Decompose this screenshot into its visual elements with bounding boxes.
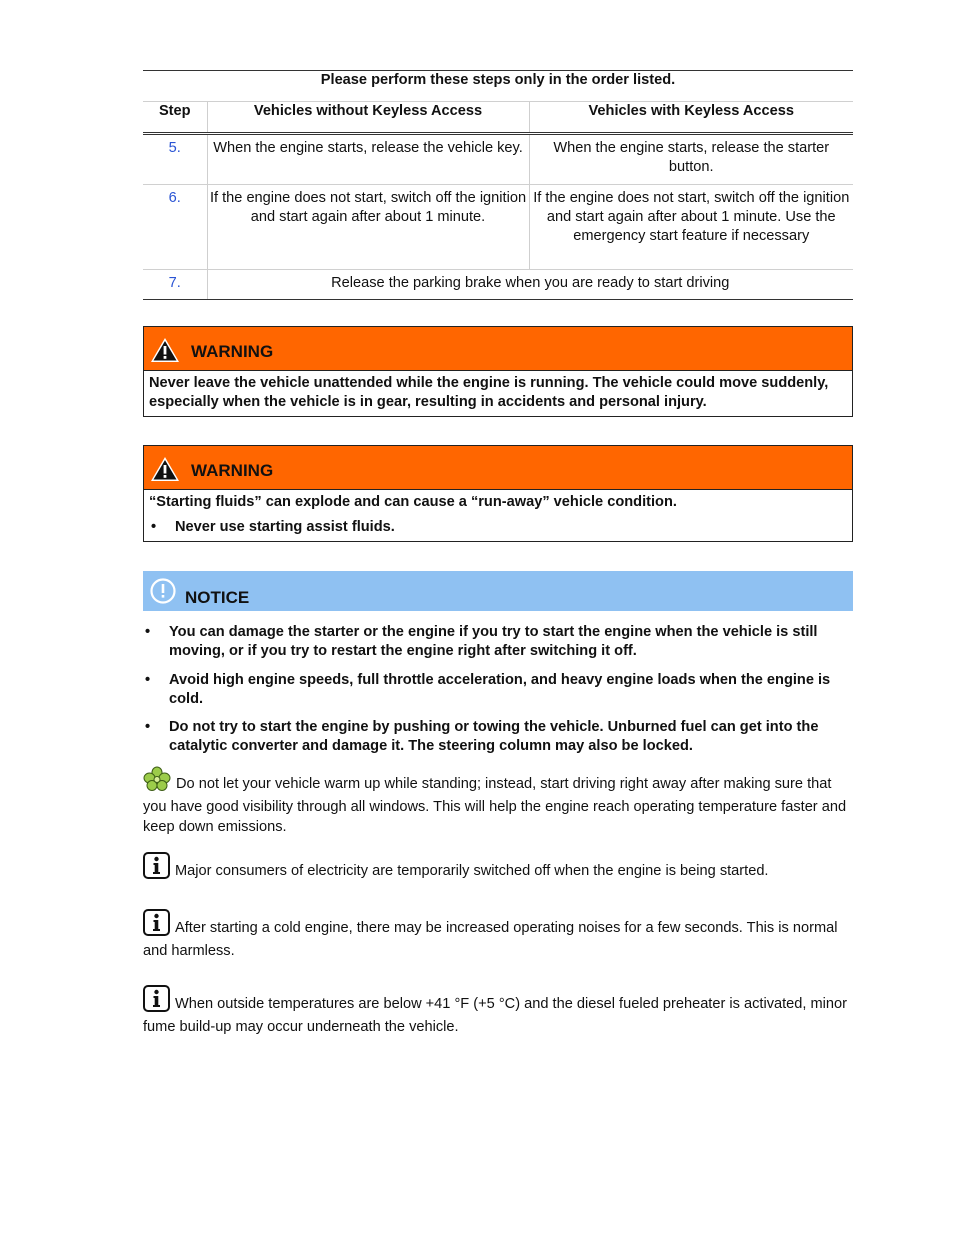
- info-icon: [143, 909, 170, 942]
- warning-triangle-icon: [150, 337, 180, 369]
- list-item: • Do not try to start the engine by pushing or towing the vehicle. Unburned fuel can get into the catalytic converter and damage it. The steering column may also be locked.: [143, 718, 843, 757]
- tip-text: Major consumers of electricity are temporarily switched off when the engine is being started.: [175, 863, 769, 879]
- step-without-keyless: If the engine does not start, switch off the ignition and start again after about 1 minute.: [207, 184, 529, 269]
- warning-header: [144, 446, 852, 490]
- info-tip: [143, 909, 853, 962]
- header-with-keyless: Vehicles with Keyless Access: [529, 102, 853, 134]
- bullet-icon: •: [145, 719, 151, 735]
- table-row: [143, 269, 853, 299]
- notice-list: [143, 623, 843, 766]
- bullet-icon: •: [145, 671, 151, 688]
- header-without-keyless: Vehicles without Keyless Access: [207, 102, 529, 134]
- notice-header: [143, 571, 853, 611]
- step-number: 5.: [143, 134, 207, 185]
- warning-label: WARNING: [191, 342, 274, 361]
- tip-text: When outside temperatures are below +41 °F (+5 °C) and the diesel fueled preheater is activated, minor fume build-up may occur underneath the vehicle.: [143, 996, 847, 1036]
- tip-text: After starting a cold engine, there may be increased operating noises for a few seconds. This is normal and harmless.: [143, 920, 838, 960]
- list-item: • Avoid high engine speeds, full throttle acceleration, and heavy engine loads when the engine is cold.: [143, 671, 843, 710]
- info-icon: [143, 985, 170, 1018]
- info-tip: [143, 985, 853, 1038]
- step-number: 6.: [143, 184, 207, 269]
- manual-page: [143, 70, 853, 1036]
- bullet-icon: •: [151, 519, 157, 536]
- warning-triangle-icon: [150, 456, 180, 488]
- header-step: Step: [143, 102, 207, 134]
- warning-text: Never leave the vehicle unattended while the engine is running. The vehicle could move suddenly, especially when the vehicle is in gear, resulting in accidents and personal injury.: [149, 375, 829, 411]
- step-both: Release the parking brake when you are ready to start driving: [207, 269, 853, 299]
- warning-box: [143, 326, 853, 417]
- warning-header: [144, 327, 852, 371]
- steps-table: [143, 70, 853, 300]
- list-item: • You can damage the starter or the engine if you try to start the engine when the vehicle is still moving, or if you try to restart the engine right after switching it off.: [143, 623, 843, 662]
- step-with-keyless: If the engine does not start, switch off the ignition and start again after about 1 minute. Use the emergency start feature if necessary: [529, 184, 853, 269]
- info-icon: [143, 852, 170, 885]
- exclamation-circle-icon: [149, 577, 177, 611]
- environment-flower-icon: [143, 766, 171, 798]
- tip-text: Do not let your vehicle warm up while standing; instead, start driving right away after making sure that you have good visibility through all windows. This will help the engine reach operating temperature faster and keep down emissions.: [143, 776, 847, 835]
- info-tip: [143, 852, 853, 885]
- environment-tip: [143, 766, 853, 837]
- warning-bullet: Never use starting assist fluids.: [175, 519, 395, 536]
- step-number: 7.: [143, 269, 207, 299]
- step-with-keyless: When the engine starts, release the starter button.: [529, 134, 853, 185]
- table-row: [143, 184, 853, 269]
- warning-box: [143, 445, 853, 542]
- table-row: [143, 134, 853, 185]
- bullet-icon: •: [145, 624, 151, 640]
- notice-label: NOTICE: [185, 588, 250, 607]
- step-without-keyless: When the engine starts, release the vehicle key.: [207, 134, 529, 185]
- warning-text: “Starting fluids” can explode and can cause a “run-away” vehicle condition.: [149, 494, 677, 510]
- table-caption: Please perform these steps only in the order listed.: [143, 71, 853, 102]
- warning-label: WARNING: [191, 461, 274, 480]
